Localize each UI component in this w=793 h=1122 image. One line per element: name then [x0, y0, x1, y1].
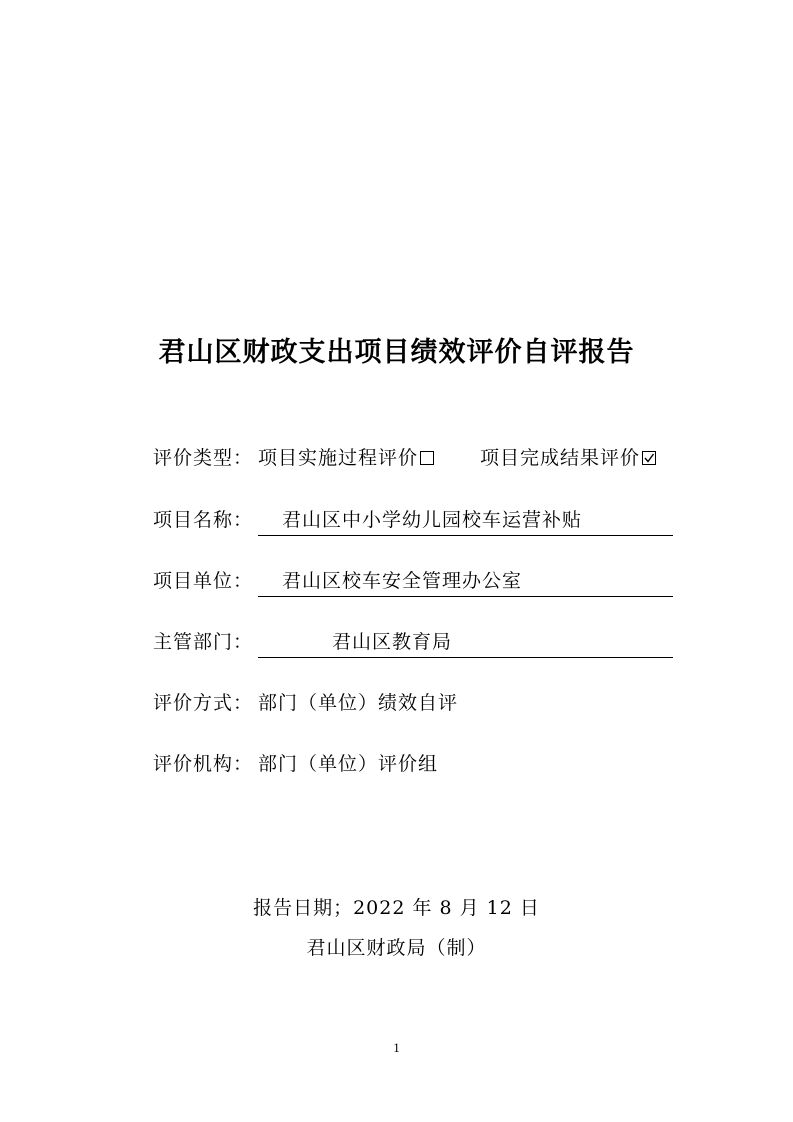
- eval-org-label: 评价机构：: [153, 753, 254, 775]
- project-unit-row: [153, 566, 253, 596]
- page-number: 1: [393, 1040, 400, 1055]
- unchecked-box-icon[interactable]: [420, 451, 434, 465]
- report-date: 报告日期；2022 年 8 月 12 日: [253, 897, 540, 919]
- eval-type-option-result-label: 项目完成结果评价: [480, 447, 641, 469]
- project-unit-field: [258, 566, 673, 597]
- project-name-value: 君山区中小学幼儿园校车运营补贴: [282, 509, 583, 531]
- eval-type-option-process-label: 项目实施过程评价: [258, 447, 419, 469]
- project-name-row: [153, 505, 253, 535]
- report-title: 君山区财政支出项目绩效评价自评报告: [158, 337, 635, 368]
- issuer: 君山区财政局（制）: [306, 937, 487, 959]
- eval-org-row: [153, 749, 253, 779]
- project-name-label: 项目名称：: [153, 509, 254, 531]
- supervisor-row: [153, 627, 253, 657]
- eval-org-value: 部门（单位）评价组: [258, 753, 439, 775]
- eval-type-option-result[interactable]: [480, 443, 656, 473]
- eval-type-option-process[interactable]: [258, 443, 434, 473]
- project-unit-label: 项目单位：: [153, 570, 254, 592]
- eval-method-label: 评价方式：: [153, 692, 254, 714]
- eval-type-label: 评价类型：: [153, 447, 254, 469]
- eval-method-value: 部门（单位）绩效自评: [258, 692, 459, 714]
- project-name-field: [258, 505, 673, 536]
- supervisor-field: [258, 627, 673, 658]
- eval-type-row: [153, 443, 253, 473]
- checked-box-icon[interactable]: [642, 451, 656, 465]
- supervisor-label: 主管部门：: [153, 631, 254, 653]
- eval-method-row: [153, 688, 253, 718]
- project-unit-value: 君山区校车安全管理办公室: [282, 570, 523, 592]
- supervisor-value: 君山区教育局: [332, 631, 453, 653]
